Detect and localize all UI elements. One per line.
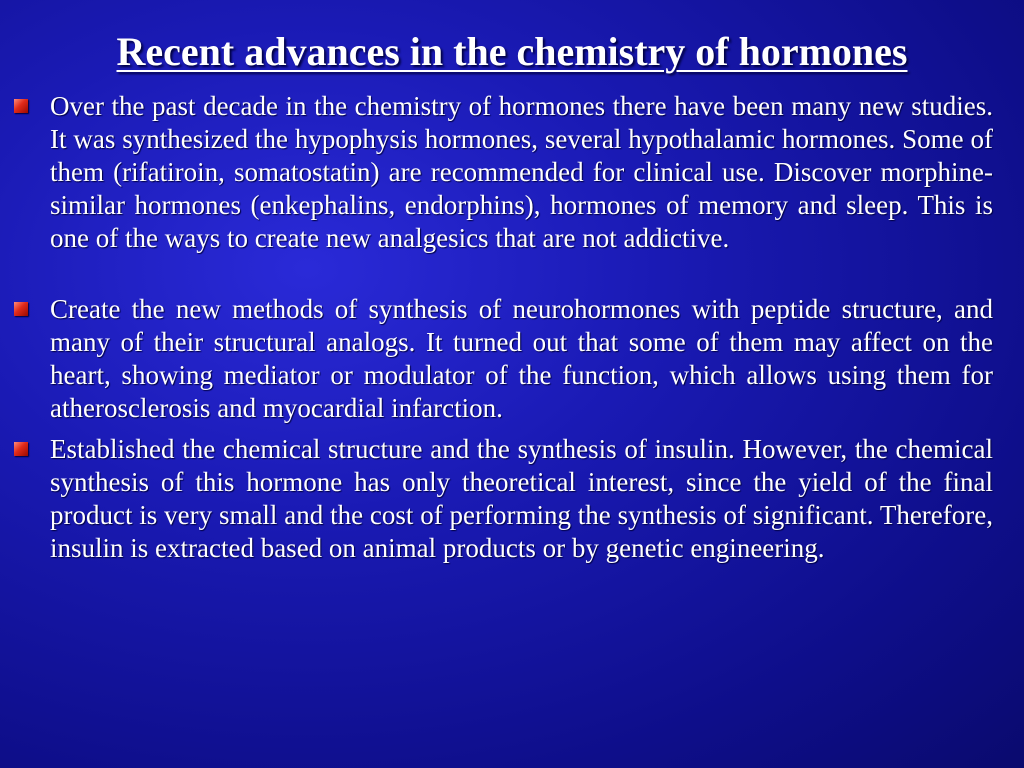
slide-title (0, 28, 1024, 76)
square-bullet-icon (14, 302, 28, 316)
square-bullet-icon (14, 442, 28, 456)
bullet-text-3: Established the chemical structure and the synthesis of insulin. However, the chemical synthesis of this hormone has only theoretical interest, since the yield of the final product is very small and the cost of performing the synthesis of significant. Therefore, insulin is extracted based on animal products or by genetic engineering. (50, 434, 993, 563)
slide-title-text: Recent advances in the chemistry of hormones (116, 29, 908, 74)
square-bullet-icon (14, 99, 28, 113)
bullet-item-1 (0, 90, 1024, 255)
bullet-list (0, 90, 1024, 565)
bullet-text-2: Create the new methods of synthesis of neurohormones with peptide structure, and many of their structural analogs. It turned out that some of them may affect on the heart, showing mediator or modulator of the function, which allows using them for atherosclerosis and myocardial infarction. (50, 294, 993, 423)
bullet-item-3 (0, 433, 1024, 565)
bullet-text-1: Over the past decade in the chemistry of hormones there have been many new studies. It was synthesized the hypophysis hormones, several hypothalamic hormones. Some of them (rifatiroin, somatostatin) are recommended for clinical use. Discover morphine-similar hormones (enkephalins, endorphins), hormones of memory and sleep. This is one of the ways to create new analgesics that are not addictive. (50, 91, 993, 253)
bullet-item-2 (0, 293, 1024, 425)
